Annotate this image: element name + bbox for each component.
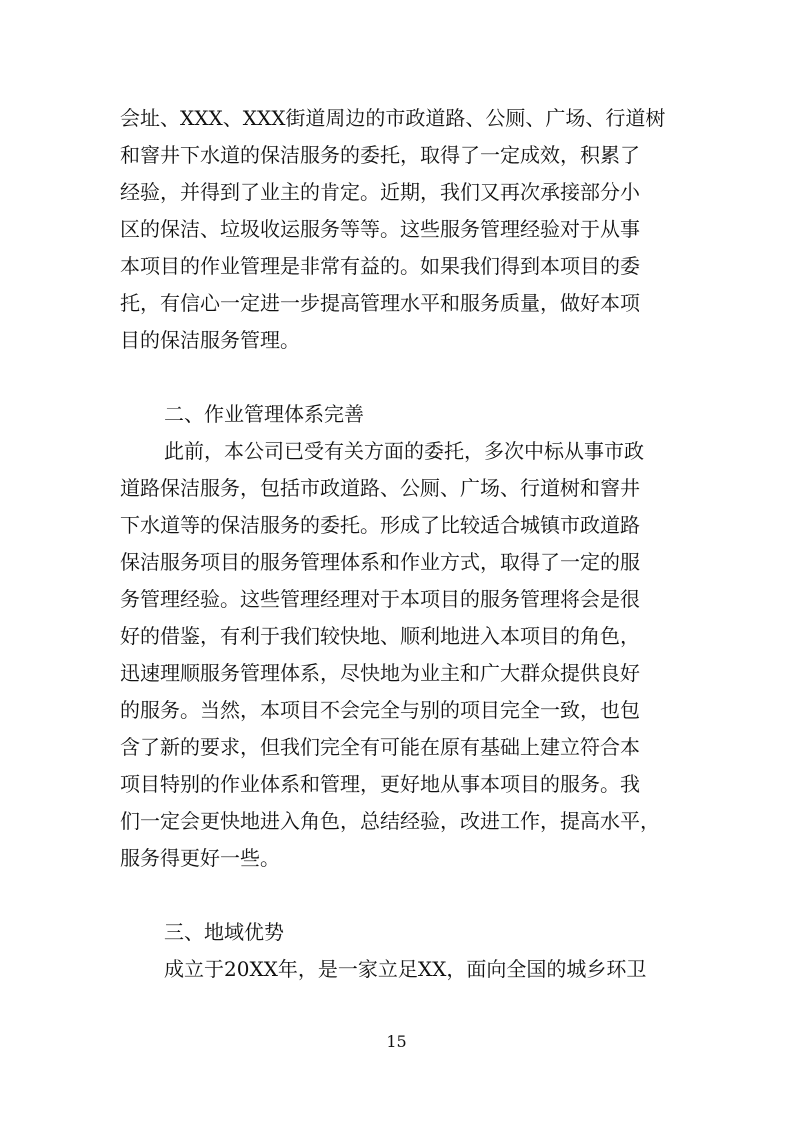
paragraph-line: 道路保洁服务，包括市政道路、公厕、广场、行道树和窨井	[120, 476, 640, 500]
paragraph-line: 含了新的要求，但我们完全有可能在原有基础上建立符合本	[120, 735, 640, 759]
paragraph-line: 务管理经验。这些管理经理对于本项目的服务管理将会是很	[120, 587, 640, 611]
paragraph-line: 会址、XXX、XXX街道周边的市政道路、公厕、广场、行道树	[120, 106, 666, 130]
paragraph-line: 本项目的作业管理是非常有益的。如果我们得到本项目的委	[120, 254, 640, 278]
paragraph-line: 好的借鉴，有利于我们较快地、顺利地进入本项目的角色，	[120, 624, 640, 648]
paragraph-line: 区的保洁、垃圾收运服务等等。这些服务管理经验对于从事	[120, 217, 640, 241]
paragraph-line: 和窨井下水道的保洁服务的委托，取得了一定成效，积累了	[120, 143, 640, 167]
paragraph-line: 成立于20XX年，是一家立足XX，面向全国的城乡环卫	[164, 957, 647, 981]
page-number: 15	[386, 1032, 407, 1051]
paragraph-line: 此前，本公司已受有关方面的委托，多次中标从事市政	[164, 439, 644, 463]
paragraph-line: 目的保洁服务管理。	[120, 328, 300, 352]
paragraph-line: 迅速理顺服务管理体系，尽快地为业主和广大群众提供良好	[120, 661, 640, 685]
paragraph-line: 们一定会更快地进入角色，总结经验，改进工作，提高水平，	[120, 809, 660, 833]
section-heading: 三、地域优势	[164, 920, 284, 944]
section-heading: 二、作业管理体系完善	[164, 402, 364, 426]
paragraph-line: 经验，并得到了业主的肯定。近期，我们又再次承接部分小	[120, 180, 640, 204]
paragraph-line: 的服务。当然，本项目不会完全与别的项目完全一致，也包	[120, 698, 640, 722]
paragraph-line: 托，有信心一定进一步提高管理水平和服务质量，做好本项	[120, 291, 640, 315]
paragraph-line: 下水道等的保洁服务的委托。形成了比较适合城镇市政道路	[120, 513, 640, 537]
paragraph-line: 项目特别的作业体系和管理，更好地从事本项目的服务。我	[120, 772, 640, 796]
paragraph-line: 保洁服务项目的服务管理体系和作业方式，取得了一定的服	[120, 550, 640, 574]
paragraph-line: 服务得更好一些。	[120, 846, 280, 870]
